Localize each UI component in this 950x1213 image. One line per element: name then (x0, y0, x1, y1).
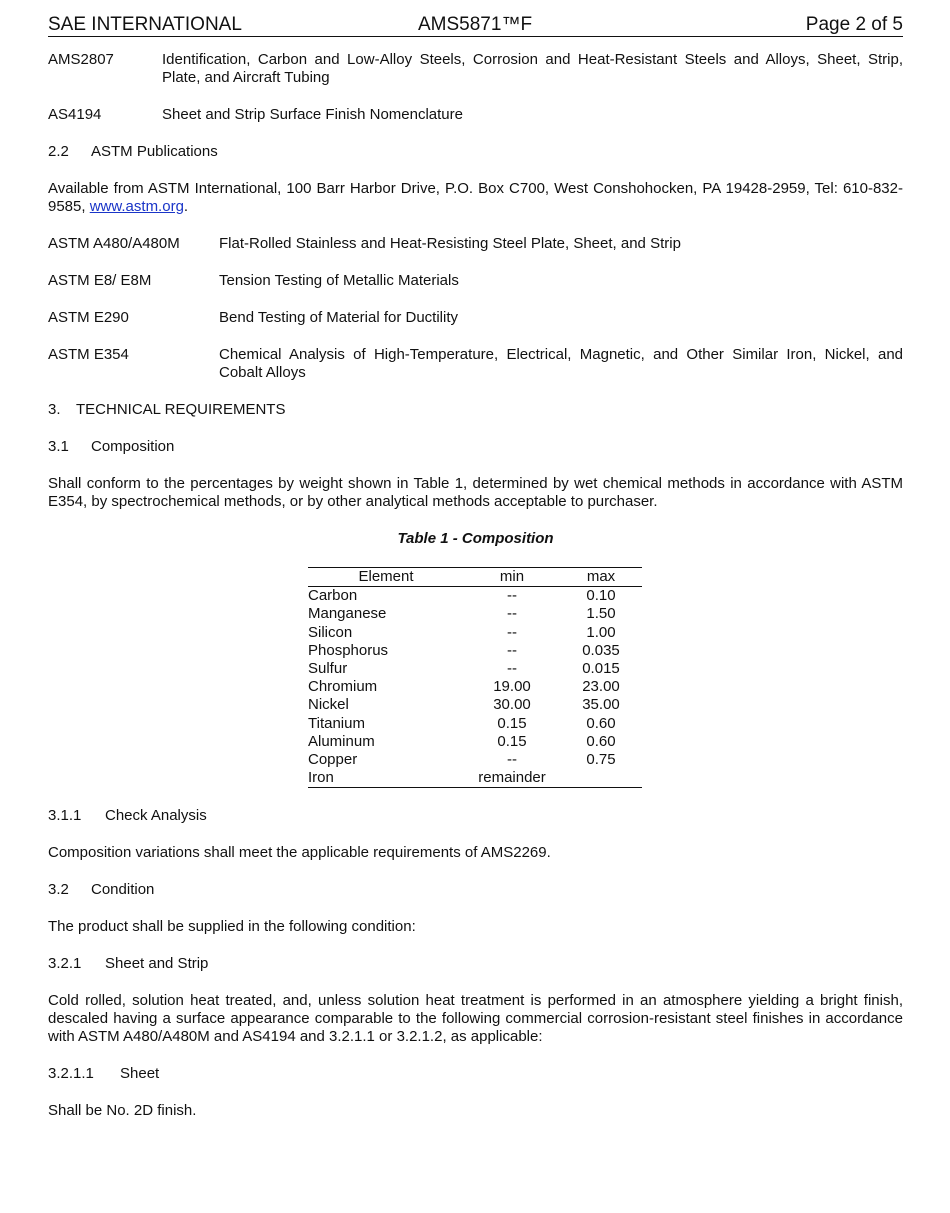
element-cell: Silicon (308, 623, 353, 641)
min-cell: -- (507, 605, 517, 623)
element-cell: Copper (308, 751, 358, 769)
table-header-row (308, 568, 642, 587)
reference-code: ASTM E354 (48, 346, 129, 363)
table-row (308, 733, 642, 751)
min-cell: 30.00 (493, 696, 531, 714)
check-analysis-paragraph: Composition variations shall meet the applicable requirements of AMS2269. (48, 844, 551, 862)
sentence-end: . (183, 198, 189, 215)
max-cell: 0.035 (582, 641, 620, 659)
astm-availability-text: Available from ASTM International, 100 Barr Harbor Drive, P.O. Box C700, West Conshohocken, PA 19428-2959, Tel: 610-832-9585, (48, 180, 903, 215)
section-heading-2-2 (48, 143, 903, 161)
reference-astm-a480 (48, 235, 903, 253)
element-cell: Iron (308, 769, 464, 788)
table-row (308, 642, 642, 660)
max-cell: 0.75 (586, 751, 616, 769)
reference-title: Sheet and Strip Surface Finish Nomenclature (162, 106, 463, 123)
element-cell: Sulfur (308, 660, 348, 678)
max-cell: 0.015 (582, 660, 620, 678)
max-cell (560, 769, 642, 788)
document-page (48, 14, 903, 1139)
column-header-min: min (464, 568, 560, 587)
section-title: Composition (91, 438, 175, 455)
reference-code: ASTM E8/ E8M (48, 272, 152, 289)
section-heading-3-2 (48, 881, 903, 899)
header-spec-number: AMS5871™F (418, 14, 533, 35)
section-heading-3-1 (48, 438, 903, 456)
table-row (308, 696, 642, 714)
reference-astm-e8 (48, 272, 903, 290)
composition-paragraph: Shall conform to the percentages by weight shown in Table 1, determined by wet chemical methods in accordance with ASTM E354, by spectrochemical methods, or by other analytical methods acceptable to purchaser. (48, 475, 903, 510)
reference-code: AMS2807 (48, 51, 114, 68)
sheet-finish-paragraph: Shall be No. 2D finish. (48, 1102, 197, 1120)
astm-availability-paragraph (48, 180, 903, 216)
element-cell: Titanium (308, 714, 365, 732)
sheet-strip-paragraph: Cold rolled, solution heat treated, and, unless solution heat treatment is performed in an atmosphere yielding a bright finish, descaled having a surface appearance comparable to the following commercial corrosion-resistant steel finishes in accordance with ASTM A480/A480M and AS4194 and 3.2.1.1 or 3.2.1.2, as applicable: (48, 992, 903, 1046)
section-title: Sheet (120, 1065, 160, 1083)
min-cell: 0.15 (497, 732, 527, 750)
min-cell: -- (507, 623, 517, 641)
section-number: 3.2.1.1 (48, 1065, 94, 1083)
table-row (308, 605, 642, 623)
element-cell: Phosphorus (308, 641, 389, 659)
element-cell: Manganese (308, 605, 387, 623)
section-number: 3.2.1 (48, 955, 82, 973)
min-cell: 0.15 (497, 714, 527, 732)
section-number: 3.2 (48, 881, 69, 899)
element-cell: Nickel (308, 696, 349, 714)
max-cell: 0.60 (586, 714, 616, 732)
section-title: TECHNICAL REQUIREMENTS (76, 401, 286, 418)
min-cell: -- (507, 641, 517, 659)
max-cell: 1.50 (586, 605, 616, 623)
reference-astm-e290 (48, 309, 903, 327)
section-heading-3-2-1 (48, 955, 903, 973)
element-cell: Chromium (308, 678, 378, 696)
element-cell: Carbon (308, 587, 358, 605)
min-cell: -- (507, 751, 517, 769)
max-cell: 35.00 (582, 696, 620, 714)
section-number: 3. (48, 401, 61, 418)
reference-title: Identification, Carbon and Low-Alloy Steels, Corrosion and Heat-Resistant Steels and Alloys, Sheet, Strip, Plate, and Aircraft Tubing (162, 51, 903, 86)
min-cell: -- (507, 587, 517, 605)
element-cell: Aluminum (308, 732, 375, 750)
max-cell: 0.60 (586, 732, 616, 750)
min-cell: 19.00 (493, 678, 531, 696)
astm-website-link[interactable]: www.astm.org (89, 198, 184, 215)
reference-code: ASTM E290 (48, 309, 129, 326)
table-row (308, 587, 642, 606)
table-row (308, 751, 642, 769)
table-row (308, 715, 642, 733)
section-title: Sheet and Strip (105, 955, 209, 973)
page-header (48, 14, 903, 37)
table-row (308, 624, 642, 642)
max-cell: 23.00 (582, 678, 620, 696)
section-number: 3.1 (48, 438, 69, 455)
reference-code: ASTM A480/A480M (48, 235, 180, 252)
reference-title: Flat-Rolled Stainless and Heat-Resisting Steel Plate, Sheet, and Strip (219, 235, 681, 252)
composition-table (308, 567, 642, 788)
reference-title: Tension Testing of Metallic Materials (219, 272, 459, 289)
section-title: Condition (91, 881, 155, 899)
max-cell: 0.10 (586, 587, 616, 605)
header-page-number: Page 2 of 5 (805, 14, 903, 35)
reference-code: AS4194 (48, 106, 102, 123)
table-row (308, 769, 642, 788)
condition-paragraph: The product shall be supplied in the following condition: (48, 918, 416, 936)
section-number: 2.2 (48, 143, 69, 160)
max-cell: 1.00 (586, 623, 616, 641)
reference-title: Chemical Analysis of High-Temperature, Electrical, Magnetic, and Other Similar Iron, Nickel, and Cobalt Alloys (219, 346, 903, 381)
section-title: Check Analysis (105, 807, 207, 825)
section-number: 3.1.1 (48, 807, 82, 825)
column-header-max: max (560, 568, 642, 587)
section-heading-3-2-1-1 (48, 1065, 903, 1083)
section-heading-3 (48, 401, 903, 419)
reference-title: Bend Testing of Material for Ductility (219, 309, 458, 326)
reference-ams2807 (48, 51, 903, 87)
header-organization: SAE INTERNATIONAL (48, 14, 242, 35)
min-cell: -- (507, 660, 517, 678)
reference-astm-e354 (48, 346, 903, 382)
section-title: ASTM Publications (91, 143, 218, 160)
reference-as4194 (48, 106, 903, 124)
table-row (308, 660, 642, 678)
min-cell: remainder (464, 769, 560, 788)
column-header-element: Element (308, 568, 464, 587)
table-caption: Table 1 - Composition (397, 530, 554, 547)
section-heading-3-1-1 (48, 807, 903, 825)
table-row (308, 678, 642, 696)
